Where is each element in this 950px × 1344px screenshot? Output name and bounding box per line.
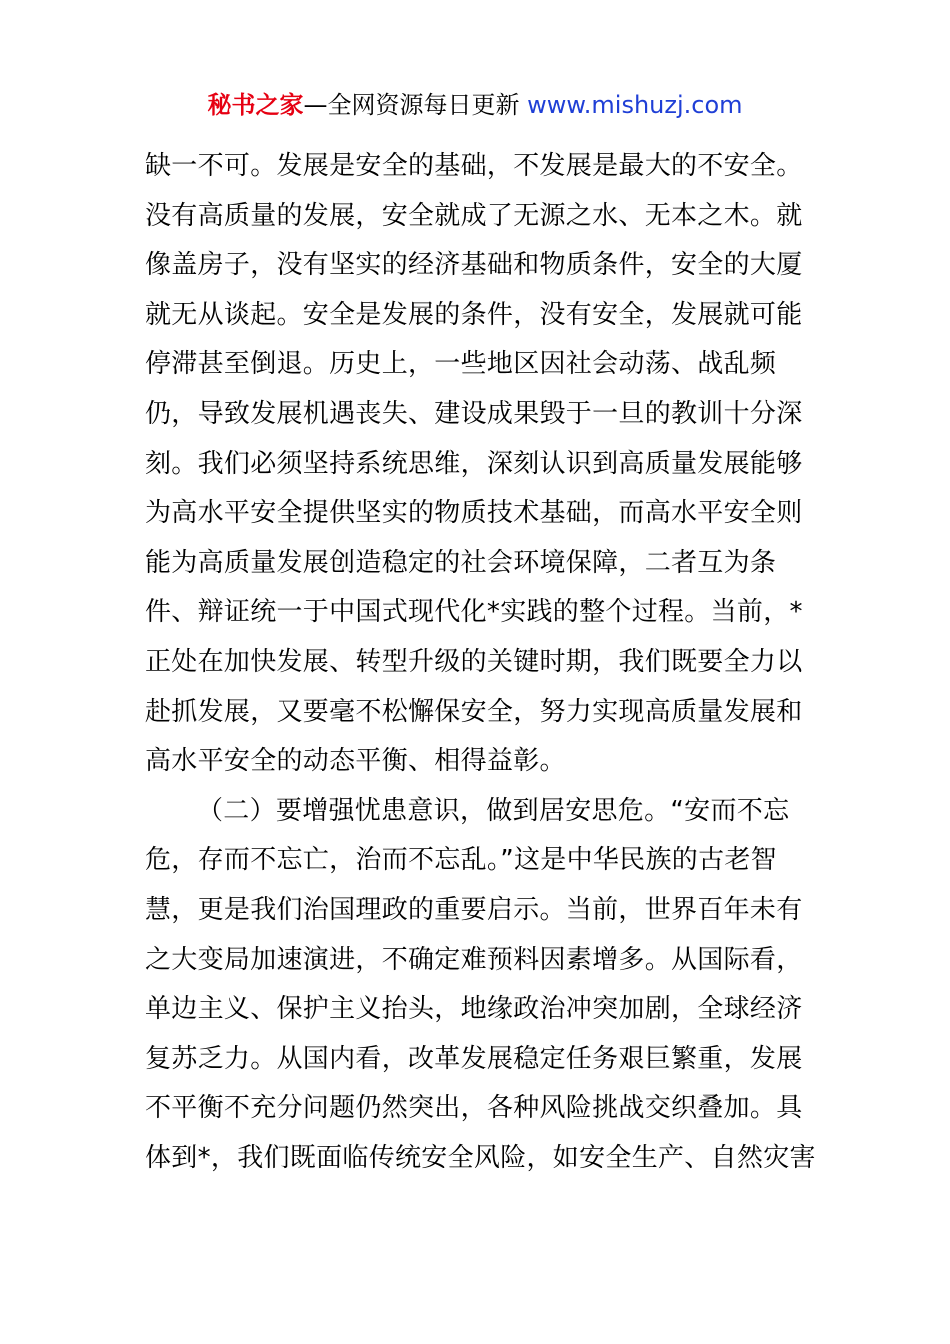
page-header: [0, 88, 950, 122]
text-line: 刻。我们必须坚持系统思维，深刻认识到高质量发展能够: [145, 448, 803, 479]
text-line: 正处在加快发展、转型升级的关键时期，我们既要全力以: [145, 646, 803, 677]
text-line: 复苏乏力。从国内看，改革发展稳定任务艰巨繁重，发展: [145, 1043, 803, 1074]
text-line: 件、辩证统一于中国式现代化*实践的整个过程。当前，*: [145, 597, 803, 628]
document-body: [145, 148, 815, 1189]
text-line: 能为高质量发展创造稳定的社会环境保障，二者互为条: [145, 547, 777, 578]
text-line: 之大变局加速演进，不确定难预料因素增多。从国际看，: [145, 944, 803, 975]
text-line: 慧，更是我们治国理政的重要启示。当前，世界百年未有: [145, 894, 803, 925]
header-brand: 秘书之家: [207, 91, 304, 119]
text-line: 仍，导致发展机遇丧失、建设成果毁于一旦的教训十分深: [145, 398, 803, 429]
text-line: 为高水平安全提供坚实的物质技术基础，而高水平安全则: [145, 498, 803, 529]
text-line: 就无从谈起。安全是发展的条件，没有安全，发展就可能: [145, 299, 803, 330]
text-line: 高水平安全的动态平衡、相得益彰。: [145, 746, 566, 777]
text-line: 缺一不可。发展是安全的基础，不发展是最大的不安全。: [145, 151, 803, 181]
text-line: 危，存而不忘亡，治而不忘乱。”这是中华民族的古老智: [145, 845, 777, 876]
text-line: 赴抓发展，又要毫不松懈保安全，努力实现高质量发展和: [145, 696, 803, 727]
paragraph-heading-line: （二）要增强忧患意识，做到居安思危。“安而不忘: [197, 795, 790, 826]
text-line: 体到*，我们既面临传统安全风险，如安全生产、自然灾害: [145, 1142, 816, 1173]
text-line: 停滞甚至倒退。历史上，一些地区因社会动荡、战乱频: [145, 349, 777, 380]
text-line: 不平衡不充分问题仍然突出，各种风险挑战交织叠加。具: [145, 1093, 803, 1124]
header-site-url[interactable]: www.mishuzj.com: [527, 91, 743, 119]
text-line: 没有高质量的发展，安全就成了无源之水、无本之木。就: [145, 200, 803, 231]
text-line: 单边主义、保护主义抬头，地缘政治冲突加剧，全球经济: [145, 994, 803, 1025]
text-line: 像盖房子，没有坚实的经济基础和物质条件，安全的大厦: [145, 250, 803, 281]
header-tagline: —全网资源每日更新: [303, 91, 528, 119]
